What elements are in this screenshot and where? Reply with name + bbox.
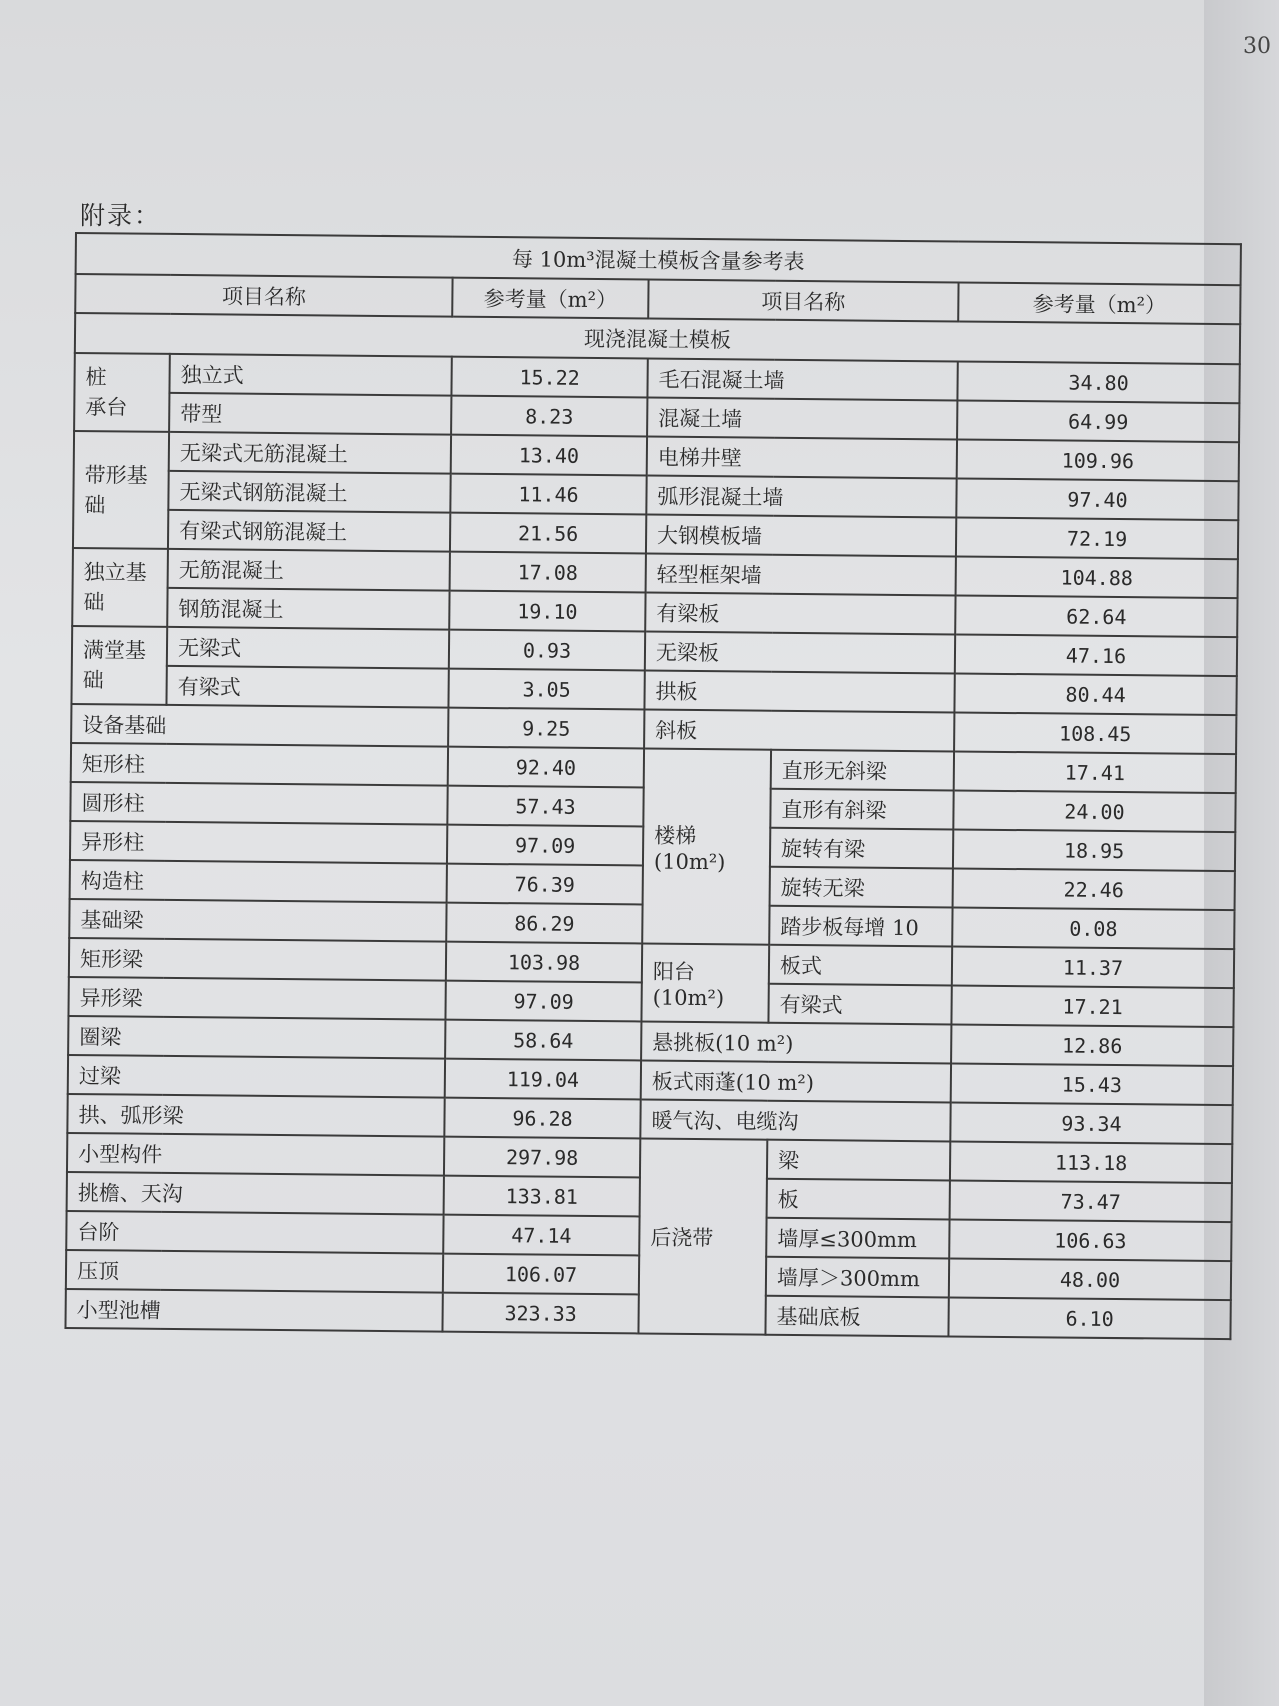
left-item-value: 96.28 <box>444 1098 640 1139</box>
left-item-value: 58.64 <box>445 1020 641 1061</box>
right-item-name: 旋转有梁 <box>770 828 953 869</box>
right-item-value: 104.88 <box>956 556 1238 598</box>
right-item-value: 73.47 <box>950 1180 1232 1222</box>
left-item-value: 106.07 <box>443 1254 639 1295</box>
appendix-heading: 附录： <box>80 201 162 230</box>
left-item-name: 有梁式钢筋混凝土 <box>168 510 450 552</box>
right-item-value: 12.86 <box>951 1024 1233 1066</box>
left-item-value: 13.40 <box>451 435 647 476</box>
right-item-name: 直形有斜梁 <box>770 789 953 830</box>
left-item-value: 103.98 <box>446 942 642 983</box>
left-item-value: 3.05 <box>448 669 644 710</box>
left-item-name: 无梁式无筋混凝土 <box>169 432 451 474</box>
right-item-name: 旋转无梁 <box>770 867 953 908</box>
right-group-name: 后浇带 <box>638 1138 767 1334</box>
right-item-value: 0.08 <box>952 907 1234 949</box>
right-item-name: 有梁式 <box>768 984 951 1025</box>
right-item-name: 基础底板 <box>765 1296 948 1337</box>
right-group-name: 楼梯(10m²) <box>642 748 771 944</box>
left-item-value: 133.81 <box>444 1176 640 1217</box>
left-item-value: 119.04 <box>445 1059 641 1100</box>
right-item-name: 大钢模板墙 <box>646 514 956 556</box>
right-item-name: 轻型框架墙 <box>646 553 956 595</box>
right-item-value: 64.99 <box>957 400 1239 442</box>
right-item-value: 72.19 <box>956 517 1238 559</box>
left-item-name: 挑檐、天沟 <box>67 1172 444 1215</box>
right-item-name: 毛石混凝土墙 <box>647 359 957 401</box>
table-title: 每 10m³混凝土模板含量参考表 <box>76 233 1241 285</box>
left-item-name: 小型构件 <box>67 1133 444 1176</box>
header-ref-amount-right: 参考量（m²） <box>958 282 1240 324</box>
right-item-value: 34.80 <box>957 361 1239 403</box>
left-item-name: 圆形柱 <box>70 782 447 825</box>
left-item-value: 47.14 <box>443 1215 639 1256</box>
left-item-name: 台阶 <box>66 1211 443 1254</box>
right-item-value: 18.95 <box>953 829 1235 871</box>
left-item-name: 基础梁 <box>69 899 446 942</box>
right-item-name: 板 <box>767 1179 950 1220</box>
left-item-value: 92.40 <box>448 747 644 788</box>
right-item-name: 墙厚≤300mm <box>766 1218 949 1259</box>
left-item-value: 97.09 <box>445 981 641 1022</box>
left-item-name: 有梁式 <box>166 666 448 708</box>
left-item-value: 15.22 <box>451 357 647 398</box>
right-item-name: 无梁板 <box>645 631 955 673</box>
right-item-value: 97.40 <box>956 478 1238 520</box>
left-group-name: 独立基 础 <box>72 548 168 627</box>
right-item-value: 17.21 <box>951 985 1233 1027</box>
right-item-name: 有梁板 <box>645 592 955 634</box>
left-item-name: 过梁 <box>68 1055 445 1098</box>
right-item-name: 板式雨蓬(10 m²) <box>641 1060 951 1102</box>
right-item-value: 6.10 <box>948 1297 1230 1339</box>
right-item-value: 80.44 <box>954 673 1236 715</box>
right-item-name: 板式 <box>769 945 952 986</box>
left-item-name: 设备基础 <box>71 704 448 747</box>
left-item-value: 17.08 <box>450 552 646 593</box>
formwork-reference-table <box>64 232 1241 1340</box>
right-item-value: 48.00 <box>949 1258 1231 1300</box>
left-item-value: 297.98 <box>444 1137 640 1178</box>
left-item-name: 矩形梁 <box>69 938 446 981</box>
right-item-name: 斜板 <box>644 709 954 751</box>
left-item-value: 57.43 <box>447 786 643 827</box>
right-item-value: 11.37 <box>952 946 1234 988</box>
right-item-name: 混凝土墙 <box>647 398 957 440</box>
left-item-name: 拱、弧形梁 <box>67 1094 444 1137</box>
right-item-name: 弧形混凝土墙 <box>646 475 956 517</box>
left-item-name: 构造柱 <box>70 860 447 903</box>
left-item-name: 独立式 <box>169 354 451 396</box>
right-item-value: 109.96 <box>957 439 1239 481</box>
left-item-value: 9.25 <box>448 708 644 749</box>
header-item-name-left: 项目名称 <box>75 274 452 317</box>
left-group-name: 带形基 础 <box>73 431 169 549</box>
header-item-name-right: 项目名称 <box>648 280 958 322</box>
left-item-value: 86.29 <box>446 903 642 944</box>
left-item-name: 矩形柱 <box>71 743 448 786</box>
left-item-name: 异形柱 <box>70 821 447 864</box>
right-item-name: 暖气沟、电缆沟 <box>640 1099 950 1141</box>
right-item-name: 梁 <box>767 1140 950 1181</box>
right-item-value: 62.64 <box>955 595 1237 637</box>
left-item-value: 76.39 <box>447 864 643 905</box>
left-item-value: 21.56 <box>450 513 646 554</box>
left-item-value: 8.23 <box>451 396 647 437</box>
left-item-name: 压顶 <box>66 1250 443 1293</box>
right-item-value: 106.63 <box>949 1219 1231 1261</box>
right-item-name: 电梯井壁 <box>647 437 957 479</box>
left-item-name: 钢筋混凝土 <box>167 588 449 630</box>
right-group-name: 阳台(10m²) <box>641 943 769 1022</box>
left-item-value: 19.10 <box>449 591 645 632</box>
left-item-value: 11.46 <box>450 474 646 515</box>
left-item-value: 323.33 <box>442 1293 638 1334</box>
left-item-name: 小型池槽 <box>65 1289 442 1332</box>
left-item-value: 0.93 <box>449 630 645 671</box>
page-number: 30 <box>1243 34 1271 59</box>
right-item-value: 22.46 <box>953 868 1235 910</box>
left-item-name: 带型 <box>169 393 451 435</box>
right-item-value: 113.18 <box>950 1141 1232 1183</box>
right-item-value: 17.41 <box>954 751 1236 793</box>
header-ref-amount-left: 参考量（m²） <box>452 278 648 319</box>
right-item-value: 15.43 <box>951 1063 1233 1105</box>
right-item-value: 24.00 <box>953 790 1235 832</box>
left-group-name: 桩 承台 <box>74 353 170 432</box>
left-item-name: 无梁式 <box>167 627 449 669</box>
right-item-name: 直形无斜梁 <box>771 750 954 791</box>
reference-table-sheet <box>64 232 1241 1340</box>
right-item-name: 墙厚＞300mm <box>766 1257 949 1298</box>
left-item-name: 无梁式钢筋混凝土 <box>168 471 450 513</box>
left-item-value: 97.09 <box>447 825 643 866</box>
right-item-value: 47.16 <box>955 634 1237 676</box>
section-title: 现浇混凝土模板 <box>75 313 1240 364</box>
left-group-name: 满堂基 础 <box>71 626 167 705</box>
left-item-name: 异形梁 <box>68 977 445 1020</box>
right-item-value: 108.45 <box>954 712 1236 754</box>
right-item-name: 拱板 <box>644 670 954 712</box>
right-item-name: 悬挑板(10 m²) <box>641 1021 951 1063</box>
right-item-value: 93.34 <box>950 1102 1232 1144</box>
right-item-name: 踏步板每增 10 <box>769 906 952 947</box>
left-item-name: 圈梁 <box>68 1016 445 1059</box>
left-item-name: 无筋混凝土 <box>168 549 450 591</box>
